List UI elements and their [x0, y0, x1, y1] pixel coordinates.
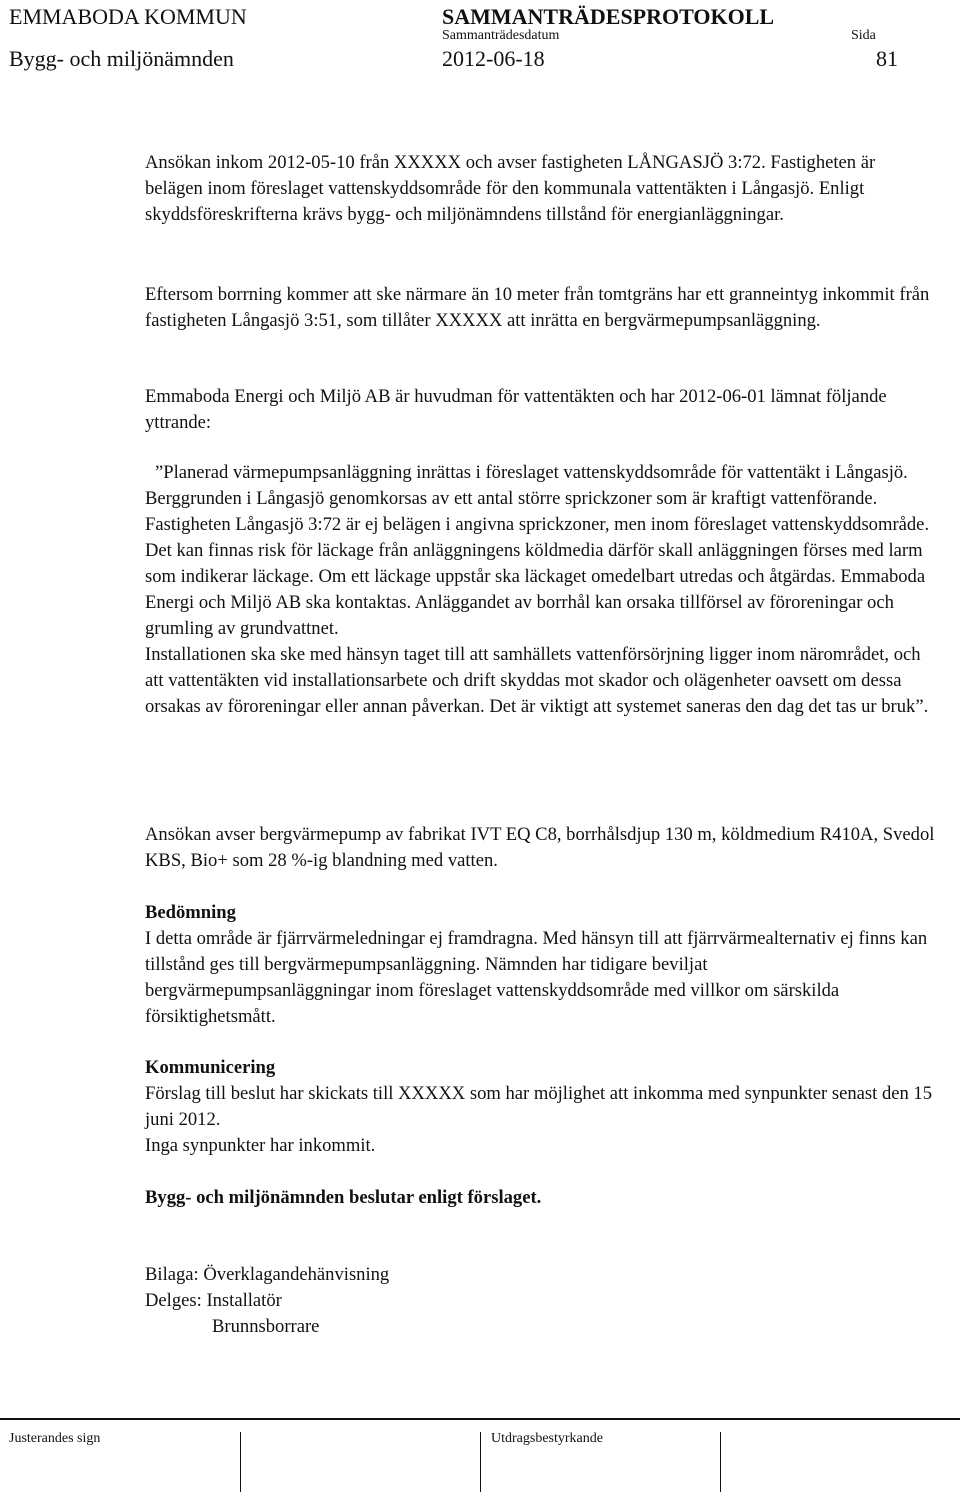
page-label: Sida	[851, 28, 876, 43]
extract-label: Utdragsbestyrkande	[491, 1431, 603, 1446]
meeting-date: 2012-06-18	[442, 46, 545, 71]
communication-text: Inga synpunkter har inkommit.	[145, 1135, 376, 1156]
board-name: Bygg- och miljönämnden	[9, 46, 234, 71]
assessment-text: I detta område är fjärrvärmeledningar ej framdragna. Med hänsyn till att fjärrvärmealternativ ej finns kan tillstånd ges till bergvärmepumpsanläggning. Nämnden har tidigare beviljat bergvärmepumpsanläggningar inom föreslaget vattenskyddsområde med villkor om särskilda försiktighetsmått.	[145, 928, 928, 1027]
decision-text: Bygg- och miljönämnden beslutar enligt förslaget.	[145, 1187, 542, 1208]
footer-divider	[0, 1418, 960, 1420]
decision-section	[145, 1185, 935, 1211]
utility-statement-quote	[145, 460, 935, 720]
paragraph-text: Ansökan inkom 2012-05-10 från XXXXX och avser fastigheten LÅNGASJÖ 3:72. Fastigheten är belägen inom föreslaget vattenskyddsområde för den kommunala vattentäkten i Långasjö. Enligt skyddsföreskrifterna krävs bygg- och miljönämndens tillstånd för energianläggningar.	[145, 152, 876, 225]
distribution-text: Brunnsborrare	[212, 1316, 320, 1337]
quote-line: Det kan finnas risk för läckage från anläggningens köldmedia därför skall anläggningen förses med larm som indikerar läckage. Om ett läckage uppstår ska läckaget omedelbart utredas och åtgärdas. Emmaboda Energi och Miljö AB ska kontaktas. Anläggandet av borrhål kan orsaka tillförsel av föroreningar och grumling av grundvattnet.	[145, 540, 926, 639]
sign-box	[0, 1432, 240, 1492]
communication-section	[145, 1055, 935, 1159]
attachment-text: Bilaga: Överklagandehänvisning	[145, 1264, 390, 1285]
neighbour-consent-paragraph	[145, 282, 935, 334]
sign-box	[240, 1432, 480, 1492]
paragraph-text: Eftersom borrning kommer att ske närmare än 10 meter från tomtgräns har ett granneintyg inkommit från fastigheten Långasjö 3:51, som tillåter XXXXX att inrätta en bergvärmepumpsanläggning.	[145, 284, 930, 331]
extract-box	[720, 1432, 960, 1492]
quote-line: Installationen ska ske med hänsyn taget till att samhällets vattenförsörjning ligger inom närområdet, och att vattentäkten vid installationsarbete och drift skyddas mot skador och olägenheter oavsett om dessa orsakas av föroreningar eller annan påverkan. Det är viktigt att systemet saneras den dag det tas ur bruk”.	[145, 644, 929, 717]
page-number: 81	[876, 46, 898, 71]
extract-box	[480, 1432, 720, 1492]
organization-name: EMMABODA KOMMUN	[9, 4, 247, 29]
quote-line: Berggrunden i Långasjö genomkorsas av ett antal större sprickzoner som är kraftigt vattenförande. Fastigheten Långasjö 3:72 är ej belägen i angivna sprickzoner, men inom föreslaget vattenskyddsområde.	[145, 488, 930, 535]
assessment-heading: Bedömning	[145, 902, 236, 923]
communication-heading: Kommunicering	[145, 1057, 276, 1078]
heat-pump-spec-paragraph	[145, 822, 935, 874]
meeting-date-label: Sammanträdesdatum	[442, 28, 560, 43]
communication-text: Förslag till beslut har skickats till XXXXX som har möjlighet att inkomma med synpunkter senast den 15 juni 2012.	[145, 1083, 933, 1130]
distribution-text: Delges: Installatör	[145, 1290, 282, 1311]
application-paragraph	[145, 150, 935, 228]
paragraph-text: Emmaboda Energi och Miljö AB är huvudman för vattentäkten och har 2012-06-01 lämnat följande yttrande:	[145, 386, 887, 433]
quote-line: ”Planerad värmepumpsanläggning inrättas i föreslaget vattenskyddsområde för vattentäkt i Långasjö.	[155, 462, 908, 483]
attachments-section	[145, 1262, 935, 1340]
assessment-section	[145, 900, 935, 1030]
document-type: SAMMANTRÄDESPROTOKOLL	[442, 4, 775, 29]
utility-statement-intro	[145, 384, 935, 436]
signature-footer	[0, 1432, 960, 1501]
sign-label: Justerandes sign	[9, 1431, 101, 1446]
paragraph-text: Ansökan avser bergvärmepump av fabrikat IVT EQ C8, borrhålsdjup 130 m, köldmedium R410A, Svedol KBS, Bio+ som 28 %-ig blandning med vatten.	[145, 824, 935, 871]
